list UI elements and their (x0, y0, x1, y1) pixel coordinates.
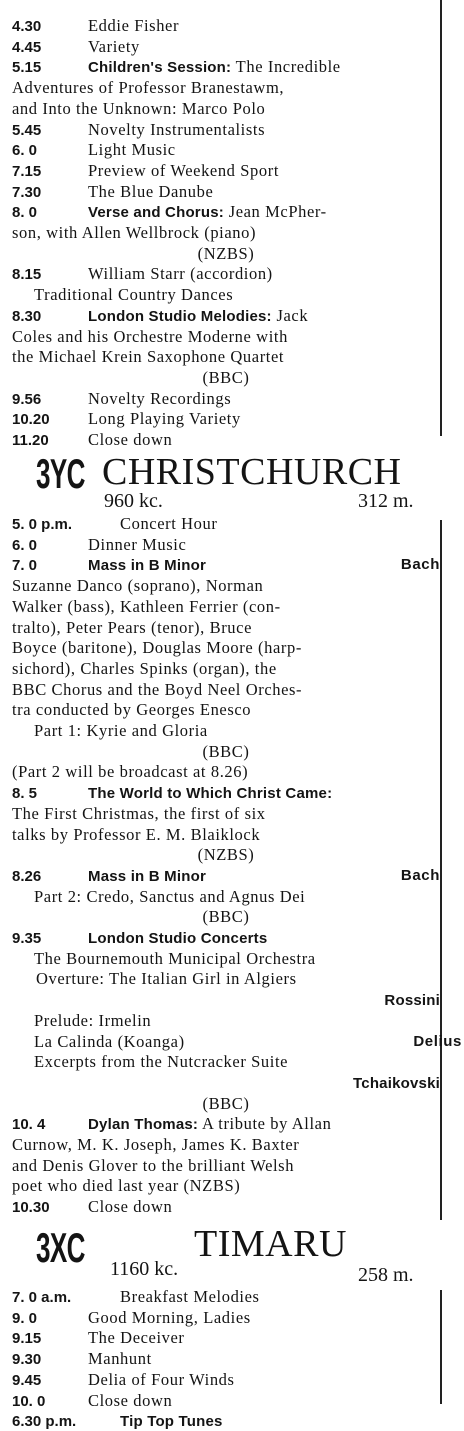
programme-detail-text: (Part 2 will be broadcast at 8.26) (12, 762, 249, 782)
programme-entry (12, 1411, 440, 1431)
programme-entry (12, 1197, 440, 1217)
programme-time: 8. 5 (12, 785, 38, 803)
programme-title: Delia of Four Winds (88, 1369, 235, 1389)
programme-detail-text: Adventures of Professor Branestawm, (12, 78, 285, 98)
programme-description: Jack (276, 305, 309, 325)
programme-detail (12, 680, 440, 699)
programme-detail (12, 1135, 440, 1154)
programme-time: 4.45 (12, 38, 42, 56)
programme-entry (12, 1328, 440, 1348)
programme-description: The Incredible (235, 57, 341, 77)
programme-title: London Studio Concerts (88, 930, 268, 947)
station-frequency: 1160 kc. (110, 1258, 179, 1280)
programme-detail (12, 285, 462, 304)
programme-detail-text: Excerpts from the Nutcracker Suite (34, 1052, 289, 1072)
programme-entry (12, 161, 440, 181)
programme-detail (12, 223, 440, 242)
programme-entry (12, 57, 440, 77)
station-wavelength: 258 m. (358, 1264, 414, 1286)
programme-entry (12, 783, 440, 803)
programme-time: 6. 0 (12, 536, 38, 554)
programme-title: Dinner Music (88, 534, 187, 554)
programme-detail-text: La Calinda (Koanga) (34, 1031, 185, 1051)
programme-detail (12, 638, 440, 657)
programme-entry (12, 1370, 440, 1390)
composer-name: Rossini (384, 992, 440, 1010)
programme-detail-text: Curnow, M. K. Joseph, James K. Baxter (12, 1135, 300, 1154)
programme-detail-text: tralto), Peter Pears (tenor), Bruce (12, 617, 252, 637)
programme-description: Jean McPher- (228, 202, 327, 222)
programme-time: 9.45 (12, 1371, 42, 1389)
programme-time: 9.15 (12, 1330, 42, 1348)
programme-title: Variety (88, 36, 140, 56)
programme-detail-text: and Into the Unknown: Marco Polo (12, 98, 266, 118)
station-callsign: 3XC (36, 1224, 85, 1271)
programme-entry (12, 1349, 440, 1369)
programme-detail (12, 347, 440, 366)
programme-entry (12, 866, 440, 886)
programme-detail (12, 1052, 462, 1071)
programme-entry (12, 409, 440, 429)
programme-time: 7. 0 a.m. (12, 1289, 72, 1306)
programme-time: 5.15 (12, 59, 42, 77)
programme-time: 5. 0 p.m. (12, 516, 73, 533)
programme-title: Manhunt (88, 1349, 152, 1369)
programme-entry (12, 1287, 440, 1307)
programme-title: Children's Session: (88, 59, 232, 77)
programme-detail-text: Part 2: Credo, Sanctus and Agnus Dei (34, 886, 306, 906)
programme-detail (12, 1011, 462, 1030)
programme-detail (12, 659, 440, 678)
programme-source: (NZBS) (197, 243, 255, 263)
programme-time: 9.30 (12, 1351, 42, 1369)
programme-detail (12, 1032, 462, 1051)
programme-detail-text: Boyce (baritone), Douglas Moore (harp- (12, 638, 302, 658)
programme-detail-text: BBC Chorus and the Boyd Neel Orches- (12, 679, 303, 699)
programme-title: The Deceiver (88, 1328, 185, 1348)
programme-title: Verse and Chorus: (88, 204, 224, 222)
station-header-3xc (12, 1222, 442, 1286)
programme-time: 4.30 (12, 18, 42, 35)
programme-entry (12, 306, 440, 326)
programme-detail (12, 762, 440, 781)
programme-title: Breakfast Melodies (120, 1287, 260, 1306)
programme-time: 7. 0 (12, 557, 38, 575)
programme-entry (12, 37, 440, 57)
composer-line (12, 990, 440, 1010)
programme-detail (12, 99, 440, 118)
programme-detail (12, 949, 462, 968)
station-city: CHRISTCHURCH (102, 451, 402, 493)
programme-source: (BBC) (202, 907, 250, 927)
programme-title: Close down (88, 1390, 173, 1410)
programme-detail (12, 1156, 440, 1175)
programme-title: Close down (88, 1197, 173, 1217)
programme-time: 10. 0 (12, 1392, 46, 1410)
programme-title: Novelty Instrumentalists (88, 119, 266, 139)
programme-title: Good Morning, Ladies (88, 1307, 251, 1327)
programme-entry (12, 389, 440, 409)
programme-detail-text: Traditional Country Dances (34, 285, 234, 305)
composer-name: Tchaikovski (353, 1074, 440, 1092)
programme-source: (BBC) (202, 741, 250, 761)
programme-detail (12, 700, 440, 719)
programme-entry (12, 140, 440, 160)
programme-detail-text: the Michael Krein Saxophone Quartet (12, 347, 285, 367)
programme-title: The Blue Danube (88, 181, 214, 201)
programme-title: Close down (88, 430, 173, 449)
programme-time: 8.30 (12, 307, 42, 325)
station-wavelength: 312 m. (358, 490, 414, 512)
programme-detail-text: Overture: The Italian Girl in Algiers (36, 969, 297, 989)
programme-time: 8.26 (12, 867, 42, 885)
programme-title: Mass in B Minor (88, 557, 207, 575)
programme-title: Concert Hour (120, 514, 218, 533)
programme-detail (12, 721, 462, 740)
station-header-3yc (12, 446, 442, 516)
programme-time: 9. 0 (12, 1309, 38, 1327)
programme-title: Dylan Thomas: (88, 1116, 199, 1134)
programme-entry (12, 928, 440, 948)
programme-source: (BBC) (202, 1093, 250, 1113)
station-frequency: 960 kc. (104, 490, 163, 512)
programme-time: 11.20 (12, 432, 49, 449)
programme-detail (12, 576, 440, 595)
programme-time: 8. 0 (12, 204, 38, 222)
column-rule (440, 520, 442, 1220)
programme-time: 10.20 (12, 411, 50, 429)
composer-name: Bach (400, 866, 440, 884)
programme-entry (12, 264, 440, 284)
programme-entry (12, 202, 440, 222)
programme-entry (12, 514, 440, 534)
composer-name: Bach (400, 556, 440, 574)
programme-title: London Studio Melodies: (88, 307, 272, 325)
programme-entry (12, 1391, 440, 1411)
programme-time: 7.30 (12, 183, 42, 201)
composer-name: Delius (413, 1032, 462, 1050)
programme-detail-text: tra conducted by Georges Enesco (12, 700, 252, 720)
programme-detail-text: and Denis Glover to the brilliant Welsh (12, 1155, 295, 1175)
station-city: TIMARU (194, 1223, 347, 1265)
programme-title: Long Playing Variety (88, 409, 241, 429)
station-callsign: 3YC (36, 450, 85, 497)
programme-time: 8.15 (12, 266, 42, 284)
programme-title: The World to Which Christ Came: (88, 785, 333, 803)
programme-detail-text: son, with Allen Wellbrock (piano) (12, 223, 257, 242)
programme-entry (12, 16, 440, 36)
programme-entry (12, 182, 440, 202)
programme-detail-text: talks by Professor E. M. Blaiklock (12, 824, 261, 844)
programme-time: 9.35 (12, 930, 42, 947)
programme-time: 7.15 (12, 162, 42, 180)
programme-detail (12, 78, 440, 97)
programme-detail (12, 618, 440, 637)
column-rule (440, 0, 442, 436)
programme-detail-text: poet who died last year (NZBS) (12, 1176, 241, 1196)
programme-detail-text: Suzanne Danco (soprano), Norman (12, 576, 264, 596)
programme-source: (BBC) (202, 367, 250, 387)
programme-entry (12, 1308, 440, 1328)
programme-title: Mass in B Minor (88, 867, 207, 885)
programme-detail-text: Prelude: Irmelin (34, 1010, 152, 1030)
programme-time: 10. 4 (12, 1116, 46, 1134)
programme-title: Light Music (88, 140, 176, 160)
programme-detail-text: Part 1: Kyrie and Gloria (34, 721, 208, 740)
programme-source: (NZBS) (197, 845, 255, 865)
programme-detail-text: Coles and his Orchestre Moderne with (12, 326, 288, 346)
programme-title: Preview of Weekend Sport (88, 160, 280, 180)
column-rule (440, 1290, 442, 1404)
programme-detail (12, 887, 462, 906)
programme-description: A tribute by Allan (201, 1114, 332, 1134)
programme-title: Novelty Recordings (88, 388, 232, 408)
programme-title: Eddie Fisher (88, 16, 180, 35)
composer-line (12, 1073, 440, 1093)
programme-time: 9.56 (12, 390, 42, 408)
programme-detail-text: The First Christmas, the first of six (12, 803, 266, 823)
programme-title: Tip Top Tunes (120, 1413, 223, 1431)
programme-time: 10.30 (12, 1199, 50, 1217)
programme-entry (12, 1114, 440, 1134)
programme-time: 6.30 p.m. (12, 1413, 77, 1431)
programme-detail (12, 327, 440, 346)
programme-detail (12, 969, 464, 988)
programme-detail-text: sichord), Charles Spinks (organ), the (12, 658, 277, 678)
programme-time: 6. 0 (12, 142, 38, 160)
programme-detail (12, 1176, 440, 1195)
programme-entry (12, 535, 440, 555)
programme-detail-text: The Bournemouth Municipal Orchestra (34, 948, 316, 968)
programme-detail-text: Walker (bass), Kathleen Ferrier (con- (12, 596, 281, 616)
programme-detail (12, 804, 440, 823)
programme-time: 5.45 (12, 121, 42, 139)
programme-entry (12, 555, 440, 575)
programme-detail (12, 825, 440, 844)
programme-detail (12, 597, 440, 616)
programme-title: William Starr (accordion) (88, 264, 273, 284)
programme-entry (12, 120, 440, 140)
